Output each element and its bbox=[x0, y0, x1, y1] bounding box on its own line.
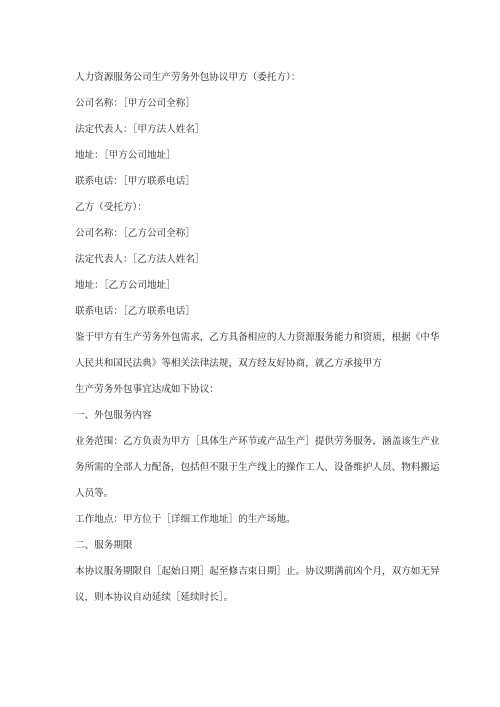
preamble-line-2: 人民共和国民法典》等相关法律法规，双方经友好协商，就乙方承接甲方 bbox=[75, 358, 382, 369]
party-b-company-name: 公司名称：［乙方公司全称］ bbox=[75, 228, 195, 239]
preamble-line-1: 鉴于甲方有生产劳务外包需求，乙方具备相应的人力资源服务能力和资质，根据《中华 bbox=[75, 332, 440, 343]
party-b-title: 乙方（受托方）： bbox=[75, 202, 147, 213]
section-1-scope-line-3: 人员等。 bbox=[75, 488, 114, 499]
section-2-term-line-1: 本协议服务期限自［起始日期］起至修吉束日期］止。协议期满前凶个月，双方如无异 bbox=[75, 566, 440, 577]
party-a-address: 地址：［甲方公司地址］ bbox=[75, 150, 176, 161]
section-1-scope-line-2: 务所需的全部人力配备，包括但不限于生产线上的操作工人、设备维护人员、物料搬运 bbox=[75, 462, 440, 473]
party-b-phone: 联系电话：［乙方联系电话］ bbox=[75, 306, 195, 317]
section-2-title: 二、服务期限 bbox=[75, 540, 133, 551]
party-a-phone: 联系电话：［甲方联系电话］ bbox=[75, 176, 195, 187]
party-a-legal-rep: 法定代表人：［甲方法人姓名］ bbox=[75, 124, 205, 135]
preamble-line-3: 生产劳务外包事宜达成如下协议： bbox=[75, 384, 219, 395]
party-b-address: 地址：［乙方公司地址］ bbox=[75, 280, 176, 291]
section-1-title: 一、外包服务内容 bbox=[75, 410, 152, 421]
document-intro: 人力资源服务公司生产劳务外包协议甲方（委托方）： bbox=[75, 72, 301, 83]
section-1-scope-line-1: 业务范围：乙方负责为甲方［具体生产环节或产品生产］提供劳务服务，涵盖该生产业 bbox=[75, 436, 440, 447]
party-b-legal-rep: 法定代表人：［乙方法人姓名］ bbox=[75, 254, 205, 265]
party-a-company-name: 公司名称：［甲方公司全称］ bbox=[75, 98, 195, 109]
section-1-location: 工作地点：甲方位于［详细工作地址］的生产场地。 bbox=[75, 514, 296, 525]
section-2-term-line-2: 议，则本协议自动延续［延续时长］。 bbox=[75, 592, 234, 603]
